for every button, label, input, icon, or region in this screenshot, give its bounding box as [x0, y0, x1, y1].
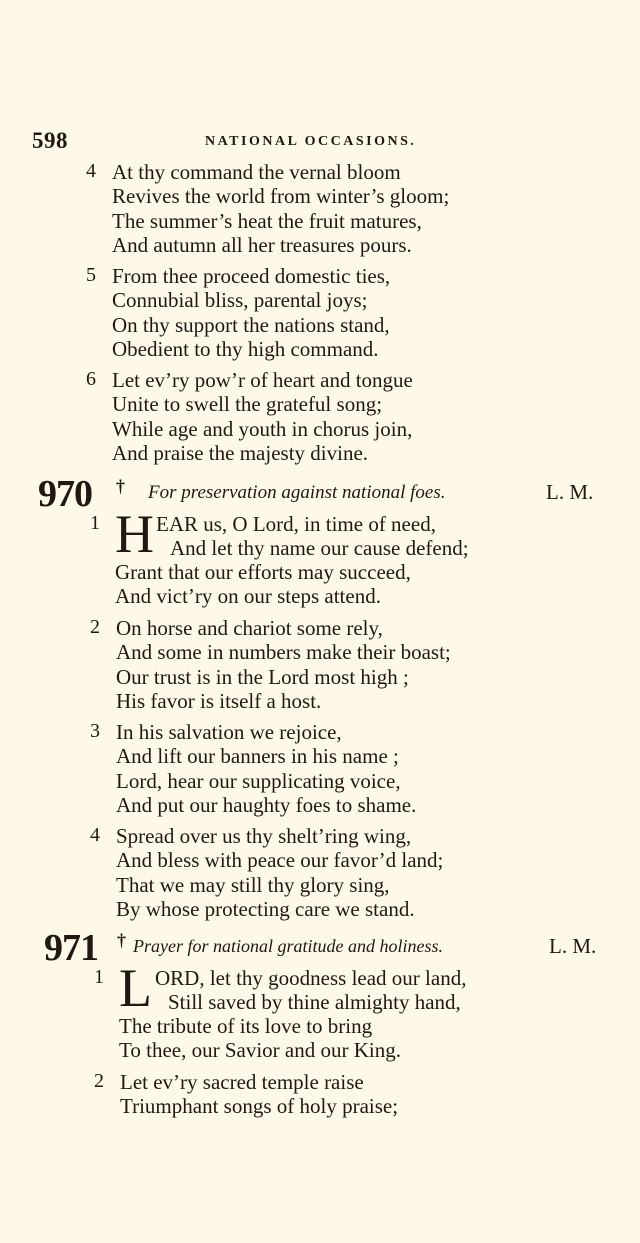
hymn-number: 970	[38, 473, 92, 515]
verse-line: The summer’s heat the fruit matures,	[112, 208, 422, 233]
stanza-number: 4	[86, 160, 96, 182]
dagger-mark: †	[116, 476, 125, 496]
verse-line: In his salvation we rejoice,	[116, 720, 342, 744]
verse-line: And some in numbers make their boast;	[116, 640, 451, 665]
verse-line: EAR us, O Lord, in time of need,	[156, 512, 436, 536]
verse-line: Spread over us thy shelt’ring wing,	[116, 824, 412, 848]
hymn-meter: L. M.	[549, 934, 597, 958]
drop-cap: H	[115, 504, 154, 564]
section-title: NATIONAL OCCASIONS.	[205, 134, 417, 149]
verse-line: And let thy name our cause defend;	[170, 536, 469, 560]
verse-line: While age and youth in chorus join,	[112, 416, 413, 441]
stanza-number: 2	[94, 1070, 104, 1092]
running-head	[32, 128, 592, 158]
verse-line: To thee, our Savior and our King.	[119, 1038, 401, 1063]
verse-line: That we may still thy glory sing,	[116, 872, 390, 897]
verse-line: Revives the world from winter’s gloom;	[112, 184, 450, 209]
verse-line: And lift our banners in his name ;	[116, 744, 399, 769]
hymn-970-stanza-1	[90, 504, 590, 612]
verse-line: And autumn all her treasures pours.	[112, 232, 412, 257]
hymn-title: For preservation against national foes.	[148, 482, 446, 503]
verse-line: The tribute of its love to bring	[119, 1014, 373, 1038]
stanza-number: 5	[86, 264, 96, 286]
verse-line: Our trust is in the Lord most high ;	[116, 664, 409, 689]
verse-line: Lord, hear our supplicating voice,	[116, 768, 401, 793]
stanza-number: 4	[90, 824, 100, 846]
verse-line: On horse and chariot some rely,	[116, 616, 383, 640]
verse-line: His favor is itself a host.	[116, 688, 322, 713]
dagger-mark: †	[117, 930, 126, 950]
hymn-number: 971	[44, 927, 98, 969]
verse-line: At thy command the vernal bloom	[112, 160, 401, 184]
stanza-number: 3	[90, 720, 100, 742]
drop-cap: L	[119, 958, 152, 1018]
verse-line: Connubial bliss, parental joys;	[112, 288, 368, 313]
stanza-number: 1	[94, 966, 104, 988]
verse-line: And bless with peace our favor’d land;	[116, 848, 444, 873]
hymn-meter: L. M.	[546, 480, 594, 504]
verse-line: And praise the majesty divine.	[112, 440, 369, 465]
verse-line: And vict’ry on our steps attend.	[115, 584, 381, 609]
verse-line: Unite to swell the grateful song;	[112, 392, 383, 417]
verse-line: Still saved by thine almighty hand,	[168, 990, 461, 1014]
stanza-number: 1	[90, 512, 100, 534]
verse-line: On thy support the nations stand,	[112, 312, 390, 337]
hymn-title: Prayer for national gratitude and holiness.	[133, 936, 443, 956]
verse-line: ORD, let thy goodness lead our land,	[155, 966, 467, 990]
hymn-971-stanza-1	[94, 958, 594, 1066]
stanza-number: 6	[86, 368, 96, 390]
page-number: 598	[32, 128, 68, 153]
verse-line: And put our haughty foes to shame.	[116, 792, 417, 817]
verse-line: By whose protecting care we stand.	[116, 896, 415, 921]
verse-line: Triumphant songs of holy praise;	[120, 1094, 399, 1119]
verse-line: Obedient to thy high command.	[112, 336, 379, 361]
verse-line: Let ev’ry pow’r of heart and tongue	[112, 368, 413, 392]
verse-line: Let ev’ry sacred temple raise	[120, 1070, 364, 1094]
stanza-number: 2	[90, 616, 100, 638]
verse-line: From thee proceed domestic ties,	[112, 264, 391, 288]
verse-line: Grant that our efforts may succeed,	[115, 560, 411, 584]
